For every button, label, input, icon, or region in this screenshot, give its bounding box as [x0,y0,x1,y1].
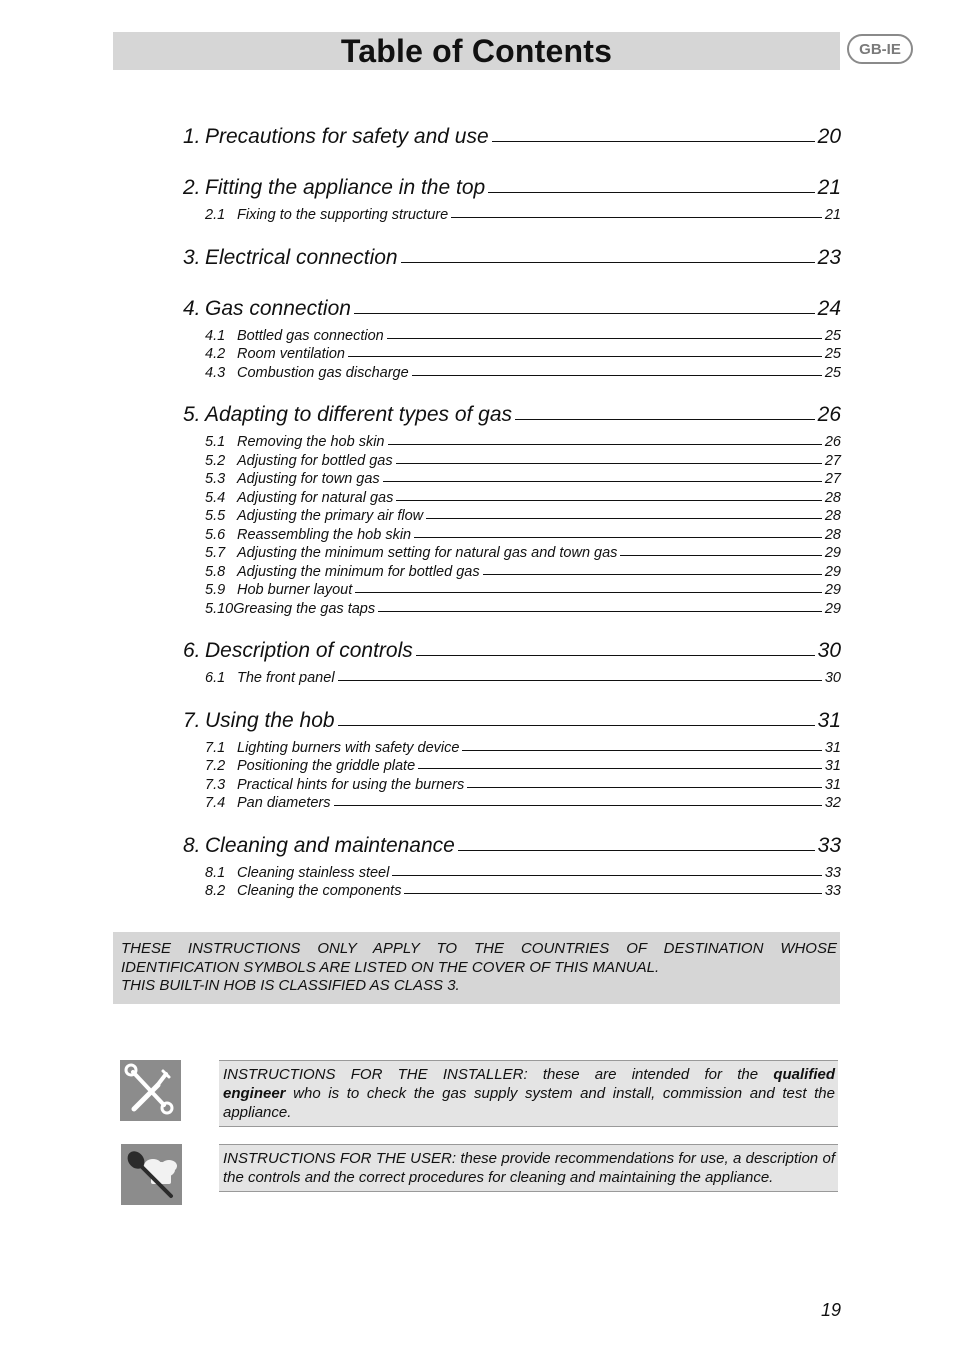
toc-subsection-entry [183,365,841,384]
entry-title: Cleaning the components [237,883,402,899]
entry-number: 5.10 [205,600,234,617]
toc-subsection-entry [183,434,841,453]
entry-number: 5.9 [205,582,226,598]
entry-number: 3. [183,245,201,269]
toc-chapter-entry [183,709,841,740]
entry-title: Cleaning and maintenance [205,833,455,857]
toc-section [183,297,841,384]
entry-page: 33 [824,883,841,899]
entry-number: 2.1 [205,207,226,223]
notice-line-1: THESE INSTRUCTIONS ONLY APPLY TO THE COUNTRIES OF DESTINATION WHOSE [121,940,837,957]
installer-instructions [219,1060,838,1127]
entry-number: 4.2 [205,346,226,362]
entry-number: 7.4 [205,795,226,811]
entry-number: 5.7 [205,545,226,561]
installer-bold-2: engineer [223,1085,286,1102]
entry-number: 1. [183,125,201,148]
dot-leader [348,356,822,357]
toc-section [183,709,841,814]
entry-page: 24 [817,296,841,320]
entry-page: 26 [824,434,841,450]
entry-number: 8.2 [205,883,226,899]
entry-title: Adjusting for natural gas [237,489,394,506]
toc-subsection-entry [183,471,841,490]
toc-chapter-entry [183,176,841,207]
entry-page: 28 [824,508,841,524]
entry-title: Adjusting the minimum setting for natural gas and town gas [237,545,618,561]
dot-leader [492,141,815,142]
toc-section [183,639,841,689]
toc-subsection-entry [183,453,841,472]
dot-leader [396,500,821,501]
country-badge: GB-IE [847,34,913,64]
dot-leader [354,313,815,314]
entry-number: 7.1 [205,739,226,756]
entry-page: 28 [824,489,841,506]
dot-leader [388,444,822,445]
entry-page: 21 [824,207,841,223]
user-instructions [219,1144,838,1192]
country-notice [113,932,840,1004]
entry-title: The front panel [237,670,335,686]
entry-title: Combustion gas discharge [237,364,409,381]
entry-title: Adjusting the primary air flow [237,508,424,524]
entry-title: Adjusting for town gas [237,471,380,487]
toc-chapter-entry [183,403,841,434]
entry-page: 31 [824,758,841,774]
entry-number: 4.1 [205,327,226,344]
entry-title: Cleaning stainless steel [237,864,390,881]
dot-leader [451,217,822,218]
toc-subsection-entry [183,883,841,902]
entry-title: Room ventilation [237,346,345,362]
entry-page: 31 [824,776,841,793]
entry-title: Adapting to different types of gas [205,403,513,426]
toc-subsection-entry [183,328,841,347]
entry-number: 7.2 [205,758,226,774]
entry-number: 5. [183,403,201,426]
entry-title: Pan diameters [237,795,331,811]
notice-line-3: THIS BUILT-IN HOB IS CLASSIFIED AS CLASS 3. [121,977,460,994]
dot-leader [387,338,822,339]
dot-leader [418,768,822,769]
entry-page: 30 [824,670,841,686]
toc-subsection-entry [183,758,841,777]
dot-leader [515,419,815,420]
entry-title: Precautions for safety and use [205,125,489,148]
entry-page: 25 [824,346,841,362]
toc-subsection-entry [183,508,841,527]
dot-leader [334,805,822,806]
dot-leader [383,481,822,482]
entry-title: Positioning the griddle plate [237,758,416,774]
entry-page: 25 [824,327,841,344]
entry-page: 31 [824,739,841,756]
entry-number: 5.5 [205,508,226,524]
toc-section [183,176,841,226]
entry-number: 8.1 [205,864,226,881]
toc-chapter-entry [183,246,841,277]
dot-leader [378,611,822,612]
toc-subsection-entry [183,564,841,583]
entry-title: Fixing to the supporting structure [237,207,449,223]
toc-subsection-entry [183,207,841,226]
entry-title: Reassembling the hob skin [237,526,412,543]
entry-page: 31 [817,708,841,732]
entry-number: 8. [183,833,201,857]
entry-title: Bottled gas connection [237,327,384,344]
entry-page: 29 [824,563,841,580]
title-bar [113,32,840,70]
toc-chapter-entry [183,834,841,865]
entry-page: 29 [824,600,841,617]
entry-title: Adjusting the minimum for bottled gas [237,563,480,580]
entry-page: 32 [824,795,841,811]
toc-chapter-entry [183,297,841,328]
dot-leader [414,537,822,538]
entry-title: Fitting the appliance in the top [205,176,486,199]
entry-number: 2. [183,176,201,199]
dot-leader [467,787,822,788]
dot-leader [488,192,814,193]
notice-line-2: IDENTIFICATION SYMBOLS ARE LISTED ON THE COVER OF THIS MANUAL. [121,958,660,976]
entry-title: Greasing the gas taps [233,600,376,617]
toc-section [183,125,841,156]
dot-leader [355,592,822,593]
dot-leader [458,850,815,851]
entry-page: 33 [817,833,841,857]
entry-number: 4. [183,296,201,320]
entry-title: Electrical connection [205,245,398,269]
page-title: Table of Contents [340,33,613,69]
entry-title: Using the hob [205,708,335,732]
entry-number: 5.6 [205,526,226,543]
dot-leader [462,750,821,751]
entry-title: Practical hints for using the burners [237,776,465,793]
toc-chapter-entry [183,639,841,670]
entry-title: Gas connection [205,296,351,320]
entry-number: 4.3 [205,364,226,381]
entry-number: 6. [183,639,201,662]
entry-number: 5.3 [205,471,226,487]
toc-subsection-entry [183,865,841,884]
entry-number: 5.1 [205,434,226,450]
toc-subsection-entry [183,346,841,365]
entry-title: Removing the hob skin [237,434,385,450]
toc-subsection-entry [183,795,841,814]
entry-title: Lighting burners with safety device [237,739,460,756]
toc-section [183,246,841,277]
entry-title: Description of controls [205,639,413,662]
table-of-contents [183,125,841,922]
entry-page: 23 [817,245,841,269]
entry-page: 25 [824,364,841,381]
dot-leader [404,893,821,894]
entry-number: 7.3 [205,776,226,793]
installer-bold-1: qualified [773,1066,835,1083]
toc-subsection-entry [183,582,841,601]
toc-chapter-entry [183,125,841,156]
entry-page: 30 [817,639,841,662]
dot-leader [338,725,815,726]
dot-leader [412,375,822,376]
entry-page: 26 [817,403,841,426]
toc-subsection-entry [183,527,841,546]
entry-page: 27 [824,452,841,469]
installer-rest: who is to check the gas supply system and install, commission and test the appliance. [223,1085,835,1121]
dot-leader [392,875,822,876]
dot-leader [426,518,822,519]
toc-subsection-entry [183,740,841,759]
entry-number: 5.2 [205,452,226,469]
toc-section [183,403,841,619]
entry-page: 21 [817,176,841,199]
dot-leader [338,680,822,681]
entry-page: 20 [817,125,841,148]
toc-subsection-entry [183,490,841,509]
toc-subsection-entry [183,777,841,796]
dot-leader [620,555,821,556]
dot-leader [396,463,822,464]
entry-title: Adjusting for bottled gas [237,452,393,469]
toc-section [183,834,841,902]
toc-subsection-entry [183,601,841,620]
installer-lead: INSTRUCTIONS FOR THE INSTALLER: these are intended for the [223,1066,774,1083]
entry-number: 5.4 [205,489,226,506]
entry-page: 27 [824,471,841,487]
user-text: INSTRUCTIONS FOR THE USER: these provide recommendations for use, a description of the controls and the correct procedures for cleaning and maintaining the appliance. [223,1150,835,1186]
dot-leader [483,574,822,575]
entry-number: 6.1 [205,670,226,686]
dot-leader [416,655,815,656]
toc-subsection-entry [183,670,841,689]
toc-subsection-entry [183,545,841,564]
entry-number: 7. [183,708,201,732]
entry-page: 29 [824,545,841,561]
entry-page: 28 [824,526,841,543]
entry-number: 5.8 [205,563,226,580]
wrench-screwdriver-icon [120,1060,181,1121]
page-number: 19 [820,1300,841,1320]
spoon-chef-hat-icon [121,1144,182,1205]
entry-page: 33 [824,864,841,881]
entry-page: 29 [824,582,841,598]
entry-title: Hob burner layout [237,582,353,598]
dot-leader [401,262,815,263]
